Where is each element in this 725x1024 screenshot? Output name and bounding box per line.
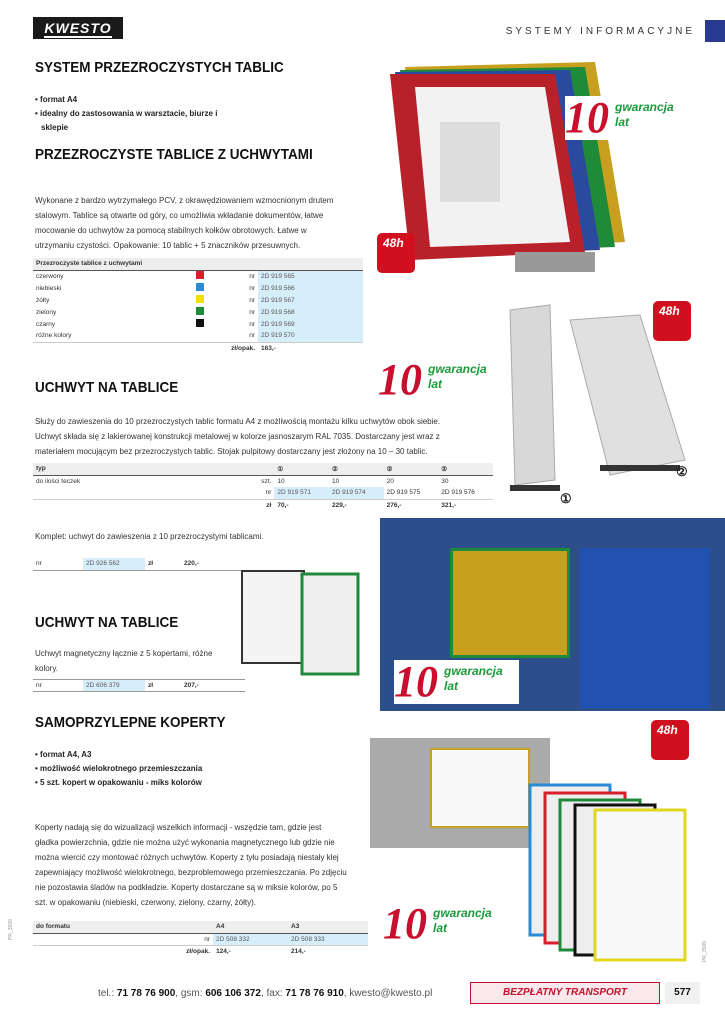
delivery-truck-icon (651, 720, 689, 760)
col-head: ② (438, 463, 493, 475)
truck-label: 48h (657, 723, 678, 737)
s3-title: UCHWYT NA TABLICE (35, 379, 179, 396)
code: 2D 919 566 (258, 282, 363, 294)
s6-title: SAMOPRZYLEPNE KOPERTY (35, 714, 226, 731)
code: 2D 919 565 (258, 270, 363, 282)
badge-word: gwarancja (433, 906, 492, 920)
desc-line: Wykonane z bardzo wytrzymałego PCV, z okrawędziowaniem wzmocnionym drutem (35, 196, 334, 205)
nr-label: nr (249, 332, 255, 340)
color-name: czarny (36, 320, 56, 328)
code: 2D 508 332 (213, 933, 288, 945)
s5-desc (35, 646, 212, 676)
col-head: A4 (213, 921, 288, 933)
s4-table (33, 558, 245, 571)
swatch-black (196, 319, 204, 327)
cell: 30 (441, 477, 449, 485)
swatch-red (196, 271, 204, 279)
price-label: zł (216, 499, 275, 511)
row-label: do ilości teczek (36, 477, 81, 485)
color-name: zielony (36, 308, 57, 316)
price: 124,- (213, 945, 288, 957)
s1-title: SYSTEM PRZEZROCZYSTYCH TABLIC (35, 59, 284, 76)
price: 229,- (329, 499, 384, 511)
badge-number: 10 (565, 93, 609, 142)
side-code: PR_3599 (702, 941, 708, 962)
desc-line: nie pozostawia śladów na podkładzie. Koperty dostarczane są w miksie kolorów, po 5 (35, 883, 338, 892)
badge-word: lat (433, 921, 448, 935)
code: 2D 919 576 (441, 489, 475, 497)
table-head: Przezroczyste tablice z uchwytami (33, 258, 363, 270)
unit: zł (148, 560, 154, 568)
nr-label: nr (249, 320, 255, 328)
desc-line: Uchwyt magnetyczny łącznie z 5 kopertami, różne (35, 649, 213, 658)
s3-table (33, 463, 493, 511)
badge-word: gwarancja (428, 362, 487, 376)
color-name: różne kolory (36, 332, 72, 340)
price: 321,- (438, 499, 493, 511)
nr-label: nr (36, 682, 42, 689)
badge-word: lat (444, 679, 459, 693)
badge-number: 10 (378, 355, 422, 404)
section-header: SYSTEMY INFORMACYJNE (505, 26, 695, 37)
cell: 10 (332, 477, 340, 485)
delivery-truck-icon (377, 233, 415, 273)
unit: zł (148, 682, 154, 689)
bullet: • idealny do zastosowania w warsztacie, biurze i (35, 109, 218, 118)
code: 2D 919 568 (258, 306, 363, 318)
nr-label: nr (249, 296, 255, 304)
desc-line: Uchwyt składa się z lakierowanej konstrukcji metalowej w kolorze jasnoszarym RAL 7035. Dostarczany jest wraz z (35, 432, 440, 441)
s3-desc (35, 414, 440, 459)
price: 163,- (258, 342, 363, 354)
badge-word: lat (428, 377, 443, 391)
guarantee-badge (394, 657, 519, 706)
free-transport-badge: BEZPŁATNY TRANSPORT (470, 982, 660, 1004)
badge-number: 10 (383, 899, 427, 948)
s1-bullets (35, 93, 217, 135)
code: 2D 919 570 (258, 330, 363, 342)
color-name: czerwony (36, 272, 64, 280)
price-label: zł/opak. (218, 342, 258, 354)
s6-desc (35, 820, 347, 910)
col-head: typ (33, 463, 274, 475)
code: 2D 926 562 (83, 558, 145, 570)
col-head: ② (384, 463, 439, 475)
code: 2D 919 571 (274, 487, 329, 499)
tel-label: tel.: (98, 988, 117, 999)
desc-line: mocowanie do uchwytów za pomocą stabilnych kołków obrotowych. Łatwe w (35, 226, 307, 235)
s2-title: PRZEZROCZYSTE TABLICE Z UCHWYTAMI (35, 146, 313, 163)
s6-table (33, 921, 368, 957)
s4-desc: Komplet: uchwyt do zawieszenia z 10 przezroczystymi tablicami. (35, 532, 264, 541)
badge-word: gwarancja (615, 100, 674, 114)
bullet: • 5 szt. kopert w opakowaniu - miks kolorów (35, 778, 202, 787)
unit: szt. (261, 477, 272, 485)
desc-line: zapewniający możliwość wielokrotnego, bezproblemowego przemieszczania. Po zdjęciu (35, 868, 347, 877)
marker-1: ① (560, 491, 572, 506)
price: 70,- (274, 499, 329, 511)
brand-logo: KWESTO (33, 17, 123, 39)
nr-label: nr (249, 272, 255, 280)
code: 2D 919 574 (329, 487, 384, 499)
bullet: sklepie (41, 123, 69, 132)
price-label: zł/opak. (33, 945, 213, 957)
price: 276,- (384, 499, 439, 511)
col-head: do formatu (33, 921, 213, 933)
price: 220,- (184, 560, 199, 568)
desc-line: można wiercić czy montować różnych uchwytów. Koperty z tyłu posiadają niestały klej (35, 853, 339, 862)
fax: 71 78 76 910 (285, 988, 344, 999)
nr-label: nr (204, 935, 210, 943)
side-code: PR_3599 (8, 919, 14, 940)
contact-line (98, 988, 432, 999)
nr-label: nr (265, 489, 272, 497)
truck-label: 48h (383, 236, 404, 250)
desc-line: Koperty nadają się do wizualizacji wszelkich informacji - wszędzie tam, gdzie jest (35, 823, 322, 832)
nr-label: nr (249, 284, 255, 292)
photo-envelope (370, 738, 550, 848)
guarantee-badge (565, 93, 690, 142)
product-image-tablets (385, 62, 685, 277)
footer (0, 982, 725, 1004)
delivery-truck-icon (653, 301, 691, 341)
s2-desc (35, 193, 333, 253)
guarantee-badge (383, 899, 508, 948)
bullet: • format A4 (35, 95, 78, 104)
cell: 20 (386, 477, 394, 485)
price: 207,- (184, 682, 199, 689)
color-name: żółty (36, 296, 50, 304)
truck-label: 48h (659, 304, 680, 318)
bullet: • możliwość wielokrotnego przemieszczania (35, 764, 203, 773)
code: 2D 919 569 (258, 318, 363, 330)
swatch-green (196, 307, 204, 315)
desc-line: stalowym. Tablice są otwarte od góry, co umożliwia wkładanie dokumentów, łatwe (35, 211, 324, 220)
price: 214,- (288, 945, 368, 957)
product-image-envelopes (525, 775, 695, 965)
badge-word: lat (615, 115, 630, 129)
desc-line: gładka powierzchnia, gdzie nie można użyć wykonania magnetycznego lub gdzie nie (35, 838, 335, 847)
photo-sheet (430, 748, 530, 828)
marker-2: ② (676, 464, 688, 479)
s5-table (33, 679, 245, 692)
header-accent (705, 20, 725, 42)
swatch-yellow (196, 295, 204, 303)
desc-line: Służy do zawieszenia do 10 przezroczystych tablic formatu A4 z możliwością montażu kilku uchwytów obok siebie. (35, 417, 441, 426)
desc-line: kolory. (35, 664, 58, 673)
s5-title: UCHWYT NA TABLICE (35, 614, 179, 631)
product-image-magnet (237, 566, 363, 683)
tel: 71 78 76 900 (116, 988, 176, 999)
desc-line: utrzymaniu czystości. Opakowanie: 10 tablic + 5 znaczników przesuwnych. (35, 241, 301, 250)
gsm-label: , gsm: (175, 988, 206, 999)
photo-person (580, 548, 710, 708)
gsm: 606 106 372 (205, 988, 261, 999)
desc-line: materiałem mocującym bez przezroczystych tablic. Stojak pulpitowy dostarczany jest złożony na 10 – 30 tablic. (35, 447, 428, 456)
s2-table (33, 258, 363, 354)
color-name: niebieski (36, 284, 62, 292)
bullet: • format A4, A3 (35, 750, 92, 759)
code: 2D 919 575 (386, 489, 421, 497)
badge-word: gwarancja (444, 664, 503, 678)
s6-bullets (35, 748, 202, 790)
desc-line: szt. w opakowaniu (niebieski, czerwony, zielony, czarny, żółty). (35, 898, 256, 907)
nr-label: nr (249, 308, 255, 316)
nr-label: nr (36, 560, 42, 568)
swatch-blue (196, 283, 204, 291)
col-head: ① (274, 463, 329, 475)
badge-number: 10 (394, 657, 438, 706)
col-head: ② (329, 463, 384, 475)
code: 2D 919 567 (258, 294, 363, 306)
cell: 10 (277, 477, 285, 485)
email: , kwesto@kwesto.pl (343, 988, 433, 999)
photo-board (450, 548, 570, 658)
page-number: 577 (665, 982, 700, 1004)
code: 2D 606 379 (83, 680, 145, 692)
fax-label: , fax: (260, 988, 286, 999)
guarantee-badge (378, 355, 503, 404)
code: 2D 508 333 (288, 933, 368, 945)
col-head: A3 (288, 921, 368, 933)
